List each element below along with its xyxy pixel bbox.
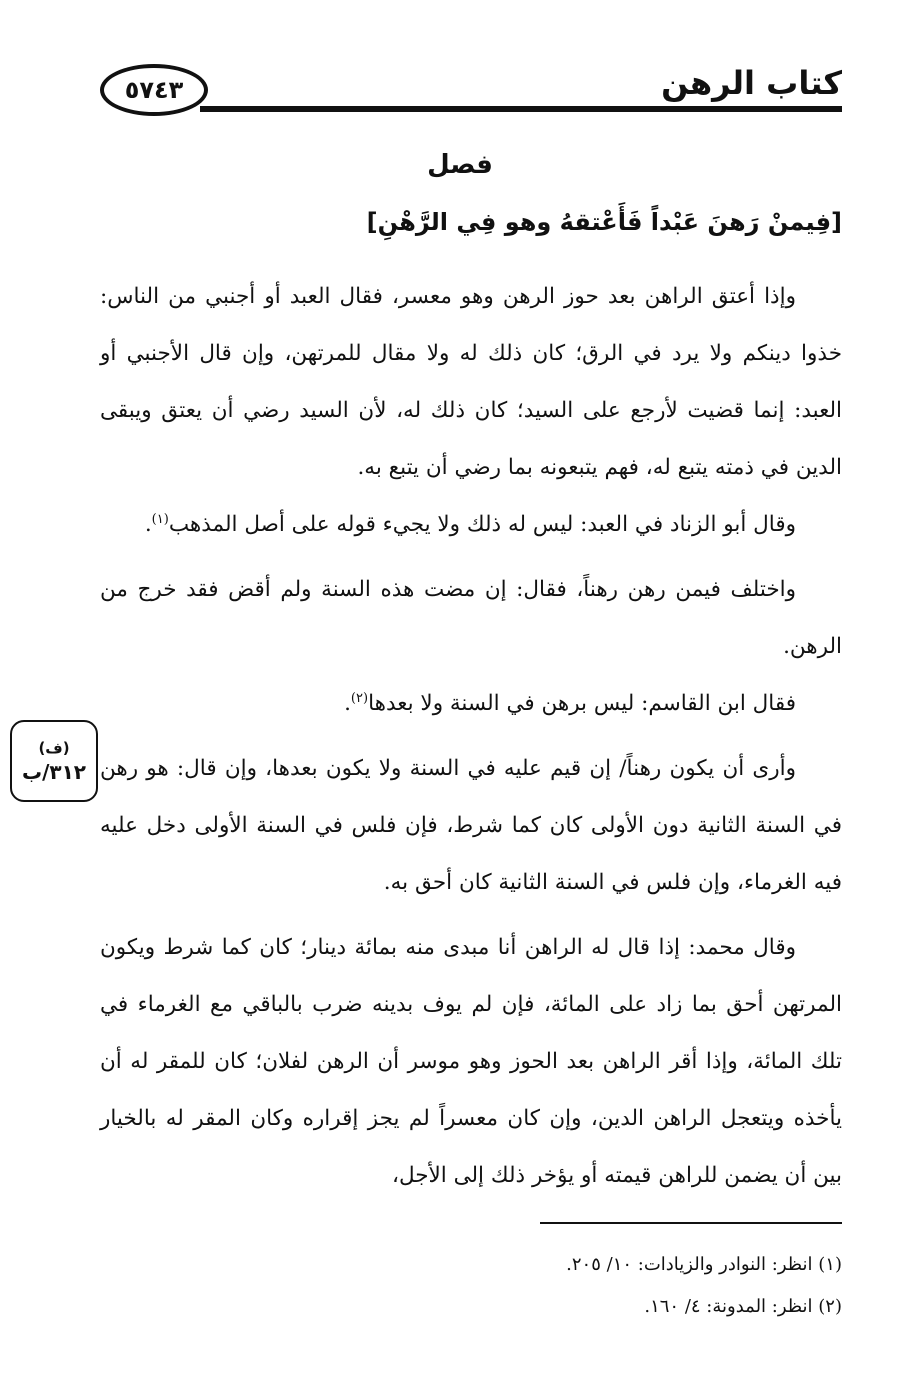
page-number-badge bbox=[100, 64, 208, 116]
header-rule bbox=[200, 106, 842, 112]
footnote: (٢) انظر: المدونة: ٤/ ١٦٠. bbox=[644, 1296, 842, 1317]
paragraph: وقال أبو الزناد في العبد: ليس له ذلك ولا يجيء قوله على أصل المذهب$^{(١)}$. bbox=[144, 511, 796, 537]
footnotes bbox=[100, 1244, 842, 1328]
footnote: (١) انظر: النوادر والزيادات: ١٠/ ٢٠٥. bbox=[566, 1254, 842, 1275]
page-number: ٥٧٤٣ bbox=[124, 76, 184, 104]
footnote-ref: (٢) bbox=[350, 690, 369, 706]
paragraph: وقال محمد: إذا قال له الراهن أنا مبدى منه بمائة دينار؛ كان كما شرط ويكون المرتهن أحق بما زاد على المائة، فإن لم يوف بدينه ضرب بالباقي مع الغرماء في تلك المائة، وإذا أقر الراهن بعد الحوز وهو موسر أن الرهن لفلان؛ كان للمقر له أن يأخذه ويتعجل الراهن الدين، وإن كان معسراً لم يجز إقراره وكان المقر له بالخيار بين أن يضمن للراهن قيمته أو يؤخر ذلك إلى الأجل، bbox=[100, 935, 843, 1188]
folio-reference-number: ٣١٢/ب bbox=[21, 760, 87, 784]
footnote-separator bbox=[540, 1222, 842, 1224]
folio-reference-box bbox=[10, 720, 98, 802]
section-heading: فصل bbox=[427, 150, 493, 180]
section-subheading: [فِيمنْ رَهنَ عَبْداً فَأَعْتقهُ وهو فِي الرَّهْنِ] bbox=[366, 208, 842, 236]
paragraph: وإذا أعتق الراهن بعد حوز الرهن وهو معسر، فقال العبد أو أجنبي من الناس: خذوا دينكم ولا يرد في الرق؛ كان ذلك له ولا مقال للمرتهن، وإن قال الأجنبي أو العبد: إنما قضيت لأرجع على السيد؛ كان ذلك له، لأن السيد رضي أن يعتق ويبقى الدين في ذمته يتبع له، فهم يتبعونه بما رضي أن يتبع به. bbox=[100, 284, 842, 480]
body-text bbox=[100, 268, 842, 1204]
folio-reference-manuscript: (ف) bbox=[38, 739, 70, 757]
paragraph: واختلف فيمن رهن رهناً، فقال: إن مضت هذه السنة ولم أقض فقد خرج من الرهن. bbox=[100, 577, 842, 659]
paragraph: وأرى أن يكون رهناً/ إن قيم عليه في السنة ولا يكون بعدها، وإن قال: هو رهن في السنة الثانية دون الأولى كان كما شرط، فإن فلس في السنة الأولى دخل عليه فيه الغرماء، وإن فلس في السنة الثانية كان أحق به. bbox=[100, 756, 842, 895]
footnote-ref: (١) bbox=[151, 511, 169, 527]
book-title: كتاب الرهن bbox=[661, 64, 842, 102]
paragraph: فقال ابن القاسم: ليس برهن في السنة ولا بعدها$^{(٢)}$. bbox=[344, 690, 796, 716]
